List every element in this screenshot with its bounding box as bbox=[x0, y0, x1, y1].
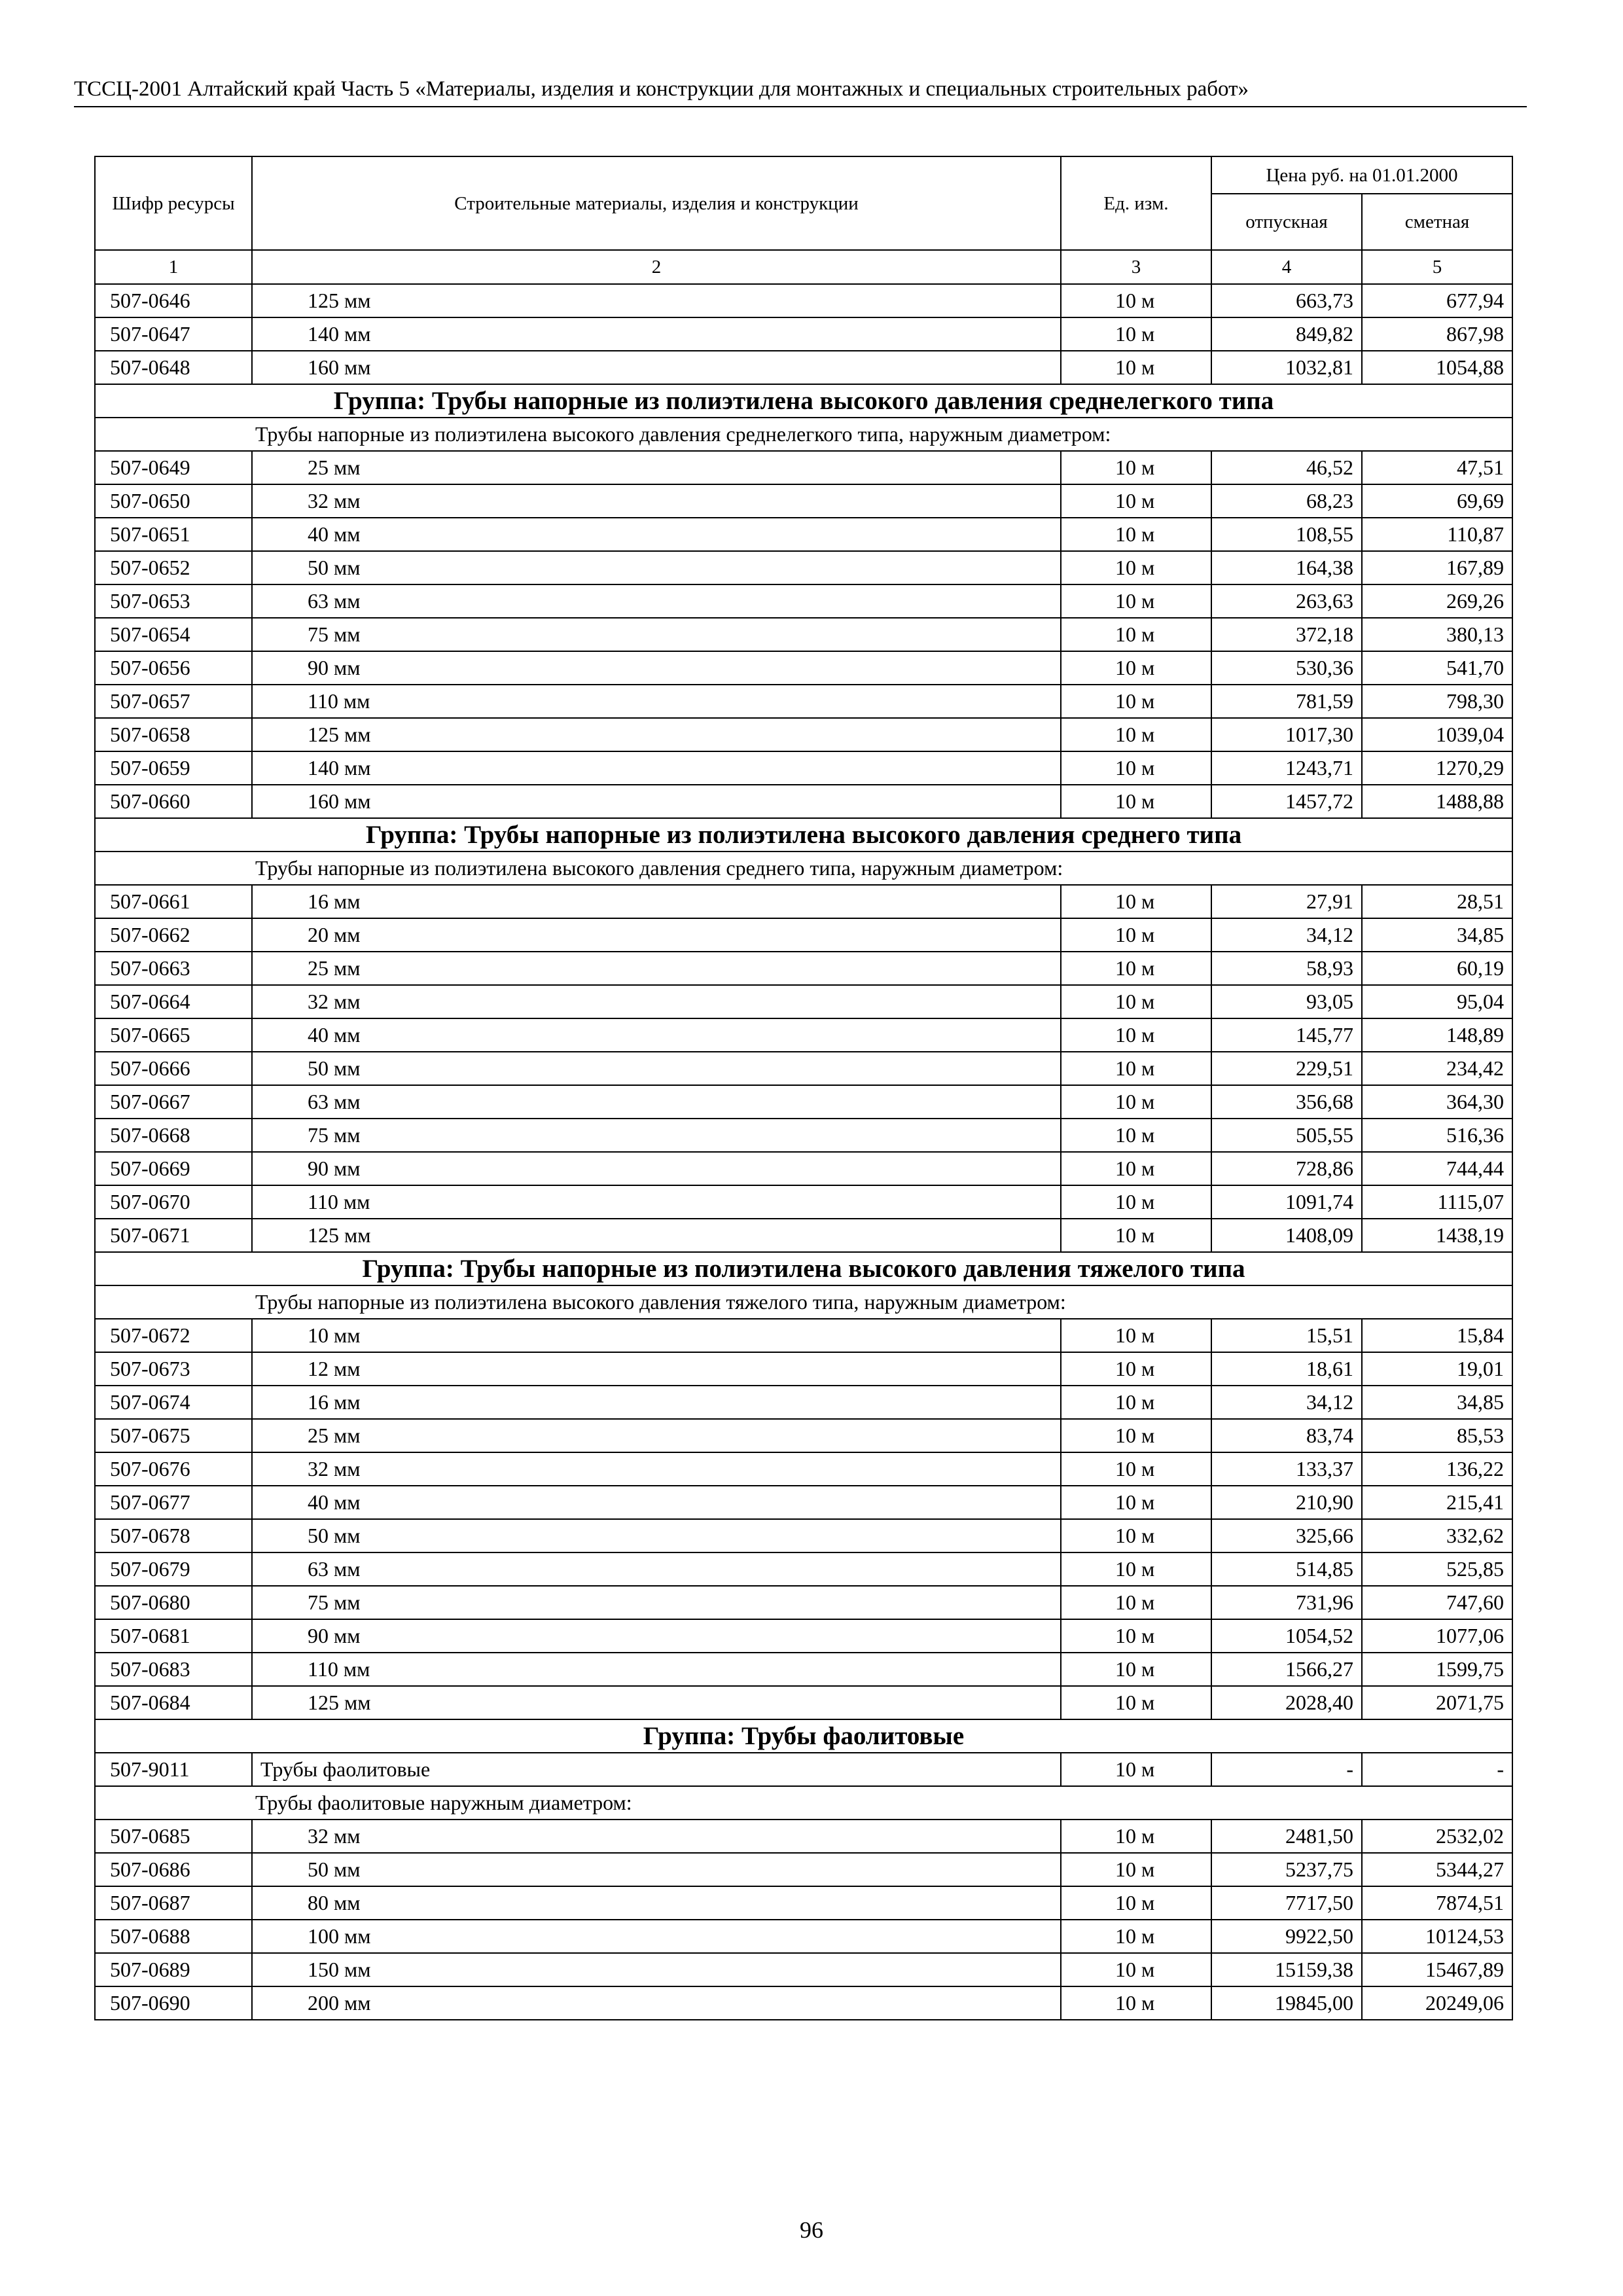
material-name: 125 мм bbox=[252, 284, 1061, 317]
material-name: 160 мм bbox=[252, 351, 1061, 384]
resource-code: 507-0685 bbox=[95, 1820, 252, 1853]
estimate-price: 15467,89 bbox=[1362, 1953, 1512, 1986]
material-name: 75 мм bbox=[252, 1586, 1061, 1619]
col-name-header: Строительные материалы, изделия и конструкции bbox=[252, 156, 1061, 250]
release-price: 1457,72 bbox=[1211, 785, 1362, 818]
material-name: 10 мм bbox=[252, 1319, 1061, 1352]
estimate-price: 136,22 bbox=[1362, 1452, 1512, 1486]
estimate-price: 516,36 bbox=[1362, 1119, 1512, 1152]
estimate-price: 1488,88 bbox=[1362, 785, 1512, 818]
resource-code: 507-0676 bbox=[95, 1452, 252, 1486]
unit: 10 м bbox=[1061, 651, 1211, 685]
table-row bbox=[95, 1552, 1512, 1586]
resource-code: 507-0654 bbox=[95, 618, 252, 651]
table-row bbox=[95, 551, 1512, 584]
table-body bbox=[95, 284, 1512, 2020]
release-price: 731,96 bbox=[1211, 1586, 1362, 1619]
table-row bbox=[95, 685, 1512, 718]
resource-code: 507-0668 bbox=[95, 1119, 252, 1152]
estimate-price: 1054,88 bbox=[1362, 351, 1512, 384]
unit: 10 м bbox=[1061, 751, 1211, 785]
unit: 10 м bbox=[1061, 317, 1211, 351]
release-price: 229,51 bbox=[1211, 1052, 1362, 1085]
estimate-price: 1438,19 bbox=[1362, 1219, 1512, 1252]
resource-code: 507-0669 bbox=[95, 1152, 252, 1185]
material-name: 75 мм bbox=[252, 618, 1061, 651]
resource-code: 507-0674 bbox=[95, 1386, 252, 1419]
release-price: 9922,50 bbox=[1211, 1920, 1362, 1953]
resource-code: 507-0672 bbox=[95, 1319, 252, 1352]
table-row bbox=[95, 1986, 1512, 2020]
resource-code: 507-0663 bbox=[95, 952, 252, 985]
resource-code: 507-0671 bbox=[95, 1219, 252, 1252]
resource-code: 507-0690 bbox=[95, 1986, 252, 2020]
page-header: ТССЦ-2001 Алтайский край Часть 5 «Материалы, изделия и конструкции для монтажных и специальных строительных работ» bbox=[74, 77, 1249, 101]
release-price: 1566,27 bbox=[1211, 1653, 1362, 1686]
release-price: 728,86 bbox=[1211, 1152, 1362, 1185]
release-price: 27,91 bbox=[1211, 885, 1362, 918]
table-row bbox=[95, 1419, 1512, 1452]
unit: 10 м bbox=[1061, 584, 1211, 618]
unit: 10 м bbox=[1061, 518, 1211, 551]
material-name: 125 мм bbox=[252, 1686, 1061, 1719]
resource-code: 507-9011 bbox=[95, 1753, 252, 1786]
group-heading-row bbox=[95, 1719, 1512, 1753]
estimate-price: 525,85 bbox=[1362, 1552, 1512, 1586]
estimate-price: 1599,75 bbox=[1362, 1653, 1512, 1686]
release-price: 7717,50 bbox=[1211, 1886, 1362, 1920]
resource-code: 507-0666 bbox=[95, 1052, 252, 1085]
unit: 10 м bbox=[1061, 1219, 1211, 1252]
material-name: 80 мм bbox=[252, 1886, 1061, 1920]
unit: 10 м bbox=[1061, 1986, 1211, 2020]
resource-code: 507-0683 bbox=[95, 1653, 252, 1686]
resource-code: 507-0650 bbox=[95, 484, 252, 518]
unit: 10 м bbox=[1061, 618, 1211, 651]
unit: 10 м bbox=[1061, 1085, 1211, 1119]
material-name: 200 мм bbox=[252, 1986, 1061, 2020]
unit: 10 м bbox=[1061, 918, 1211, 952]
estimate-price: 5344,27 bbox=[1362, 1853, 1512, 1886]
unit: 10 м bbox=[1061, 484, 1211, 518]
resource-code: 507-0658 bbox=[95, 718, 252, 751]
table-row bbox=[95, 451, 1512, 484]
material-name: 32 мм bbox=[252, 484, 1061, 518]
table-row bbox=[95, 751, 1512, 785]
resource-code: 507-0652 bbox=[95, 551, 252, 584]
estimate-price: 148,89 bbox=[1362, 1018, 1512, 1052]
table-row bbox=[95, 1519, 1512, 1552]
unit: 10 м bbox=[1061, 551, 1211, 584]
material-name: 90 мм bbox=[252, 1152, 1061, 1185]
col-number: 3 bbox=[1061, 250, 1211, 284]
material-name: 25 мм bbox=[252, 1419, 1061, 1452]
table-row bbox=[95, 618, 1512, 651]
resource-code: 507-0677 bbox=[95, 1486, 252, 1519]
table-row bbox=[95, 1486, 1512, 1519]
subgroup-heading-row bbox=[95, 1285, 1512, 1319]
material-name: 140 мм bbox=[252, 751, 1061, 785]
material-name: 125 мм bbox=[252, 718, 1061, 751]
resource-code: 507-0673 bbox=[95, 1352, 252, 1386]
release-price: 164,38 bbox=[1211, 551, 1362, 584]
table-row bbox=[95, 985, 1512, 1018]
estimate-price: 215,41 bbox=[1362, 1486, 1512, 1519]
unit: 10 м bbox=[1061, 1052, 1211, 1085]
col-number: 2 bbox=[252, 250, 1061, 284]
resource-code: 507-0648 bbox=[95, 351, 252, 384]
group-heading-row bbox=[95, 1252, 1512, 1285]
material-name: 50 мм bbox=[252, 1519, 1061, 1552]
table-row bbox=[95, 651, 1512, 685]
release-price: 530,36 bbox=[1211, 651, 1362, 685]
unit: 10 м bbox=[1061, 1920, 1211, 1953]
release-price: 15159,38 bbox=[1211, 1953, 1362, 1986]
unit: 10 м bbox=[1061, 785, 1211, 818]
estimate-price: 2532,02 bbox=[1362, 1820, 1512, 1853]
subgroup-heading-row bbox=[95, 1786, 1512, 1820]
unit: 10 м bbox=[1061, 451, 1211, 484]
material-name: 50 мм bbox=[252, 1052, 1061, 1085]
unit: 10 м bbox=[1061, 885, 1211, 918]
material-name: 110 мм bbox=[252, 1653, 1061, 1686]
subgroup-heading: Трубы напорные из полиэтилена высокого давления среднего типа, наружным диаметром: bbox=[95, 852, 1512, 885]
resource-code: 507-0688 bbox=[95, 1920, 252, 1953]
table-row bbox=[95, 918, 1512, 952]
resource-code: 507-0657 bbox=[95, 685, 252, 718]
table-row bbox=[95, 317, 1512, 351]
table-row bbox=[95, 952, 1512, 985]
release-price: 849,82 bbox=[1211, 317, 1362, 351]
table-row bbox=[95, 1085, 1512, 1119]
estimate-price: 867,98 bbox=[1362, 317, 1512, 351]
unit: 10 м bbox=[1061, 1519, 1211, 1552]
col-number: 1 bbox=[95, 250, 252, 284]
material-name: 50 мм bbox=[252, 1853, 1061, 1886]
unit: 10 м bbox=[1061, 718, 1211, 751]
material-name: Трубы фаолитовые bbox=[252, 1753, 1061, 1786]
unit: 10 м bbox=[1061, 284, 1211, 317]
group-heading-row bbox=[95, 384, 1512, 418]
page-number: 96 bbox=[800, 2217, 823, 2243]
material-name: 90 мм bbox=[252, 651, 1061, 685]
release-price: 1091,74 bbox=[1211, 1185, 1362, 1219]
unit: 10 м bbox=[1061, 1820, 1211, 1853]
table-row bbox=[95, 351, 1512, 384]
unit: 10 м bbox=[1061, 1386, 1211, 1419]
unit: 10 м bbox=[1061, 1018, 1211, 1052]
resource-code: 507-0647 bbox=[95, 317, 252, 351]
unit: 10 м bbox=[1061, 952, 1211, 985]
unit: 10 м bbox=[1061, 1853, 1211, 1886]
estimate-price: 34,85 bbox=[1362, 1386, 1512, 1419]
release-price: 133,37 bbox=[1211, 1452, 1362, 1486]
material-name: 20 мм bbox=[252, 918, 1061, 952]
resource-code: 507-0678 bbox=[95, 1519, 252, 1552]
col-release-header: отпускная bbox=[1211, 194, 1362, 250]
estimate-price: 85,53 bbox=[1362, 1419, 1512, 1452]
resource-code: 507-0660 bbox=[95, 785, 252, 818]
material-name: 32 мм bbox=[252, 1452, 1061, 1486]
material-name: 40 мм bbox=[252, 518, 1061, 551]
group-heading: Группа: Трубы напорные из полиэтилена высокого давления среднего типа bbox=[95, 818, 1512, 852]
subgroup-heading: Трубы напорные из полиэтилена высокого давления среднелегкого типа, наружным диаметром: bbox=[95, 418, 1512, 451]
estimate-price: - bbox=[1362, 1753, 1512, 1786]
subgroup-heading-row bbox=[95, 418, 1512, 451]
release-price: 18,61 bbox=[1211, 1352, 1362, 1386]
unit: 10 м bbox=[1061, 1552, 1211, 1586]
table-row bbox=[95, 1586, 1512, 1619]
release-price: 58,93 bbox=[1211, 952, 1362, 985]
resource-code: 507-0689 bbox=[95, 1953, 252, 1986]
material-name: 150 мм bbox=[252, 1953, 1061, 1986]
table-row bbox=[95, 1018, 1512, 1052]
estimate-price: 747,60 bbox=[1362, 1586, 1512, 1619]
unit: 10 м bbox=[1061, 1419, 1211, 1452]
subgroup-heading: Трубы фаолитовые наружным диаметром: bbox=[95, 1786, 1512, 1820]
group-heading: Группа: Трубы фаолитовые bbox=[95, 1719, 1512, 1753]
resource-code: 507-0649 bbox=[95, 451, 252, 484]
group-heading-row bbox=[95, 818, 1512, 852]
material-name: 63 мм bbox=[252, 584, 1061, 618]
table-row bbox=[95, 1953, 1512, 1986]
subgroup-heading-row bbox=[95, 852, 1512, 885]
release-price: 83,74 bbox=[1211, 1419, 1362, 1452]
estimate-price: 364,30 bbox=[1362, 1085, 1512, 1119]
table-row bbox=[95, 1886, 1512, 1920]
material-name: 32 мм bbox=[252, 985, 1061, 1018]
estimate-price: 167,89 bbox=[1362, 551, 1512, 584]
resource-code: 507-0651 bbox=[95, 518, 252, 551]
unit: 10 м bbox=[1061, 1452, 1211, 1486]
resource-code: 507-0679 bbox=[95, 1552, 252, 1586]
unit: 10 м bbox=[1061, 685, 1211, 718]
col-unit-header: Ед. изм. bbox=[1061, 156, 1211, 250]
unit: 10 м bbox=[1061, 1352, 1211, 1386]
release-price: 93,05 bbox=[1211, 985, 1362, 1018]
table-row bbox=[95, 1619, 1512, 1653]
table-row bbox=[95, 1452, 1512, 1486]
table-row bbox=[95, 785, 1512, 818]
estimate-price: 1077,06 bbox=[1362, 1619, 1512, 1653]
estimate-price: 234,42 bbox=[1362, 1052, 1512, 1085]
table-row bbox=[95, 484, 1512, 518]
estimate-price: 34,85 bbox=[1362, 918, 1512, 952]
release-price: 46,52 bbox=[1211, 451, 1362, 484]
table-row bbox=[95, 1920, 1512, 1953]
estimate-price: 15,84 bbox=[1362, 1319, 1512, 1352]
unit: 10 м bbox=[1061, 1753, 1211, 1786]
resource-code: 507-0667 bbox=[95, 1085, 252, 1119]
unit: 10 м bbox=[1061, 985, 1211, 1018]
table-row bbox=[95, 1219, 1512, 1252]
unit: 10 м bbox=[1061, 351, 1211, 384]
unit: 10 м bbox=[1061, 1319, 1211, 1352]
estimate-price: 2071,75 bbox=[1362, 1686, 1512, 1719]
material-name: 140 мм bbox=[252, 317, 1061, 351]
estimate-price: 10124,53 bbox=[1362, 1920, 1512, 1953]
table-row bbox=[95, 1820, 1512, 1853]
release-price: 2481,50 bbox=[1211, 1820, 1362, 1853]
material-name: 25 мм bbox=[252, 451, 1061, 484]
release-price: 514,85 bbox=[1211, 1552, 1362, 1586]
material-name: 75 мм bbox=[252, 1119, 1061, 1152]
material-name: 50 мм bbox=[252, 551, 1061, 584]
estimate-price: 110,87 bbox=[1362, 518, 1512, 551]
estimate-price: 798,30 bbox=[1362, 685, 1512, 718]
release-price: 210,90 bbox=[1211, 1486, 1362, 1519]
release-price: 263,63 bbox=[1211, 584, 1362, 618]
release-price: 15,51 bbox=[1211, 1319, 1362, 1352]
resource-code: 507-0680 bbox=[95, 1586, 252, 1619]
table-row bbox=[95, 1185, 1512, 1219]
release-price: 145,77 bbox=[1211, 1018, 1362, 1052]
resource-code: 507-0681 bbox=[95, 1619, 252, 1653]
material-name: 63 мм bbox=[252, 1085, 1061, 1119]
unit: 10 м bbox=[1061, 1886, 1211, 1920]
release-price: 505,55 bbox=[1211, 1119, 1362, 1152]
col-number: 5 bbox=[1362, 250, 1512, 284]
table-row bbox=[95, 1152, 1512, 1185]
unit: 10 м bbox=[1061, 1653, 1211, 1686]
estimate-price: 1270,29 bbox=[1362, 751, 1512, 785]
release-price: 1017,30 bbox=[1211, 718, 1362, 751]
release-price: 1243,71 bbox=[1211, 751, 1362, 785]
estimate-price: 744,44 bbox=[1362, 1152, 1512, 1185]
material-name: 12 мм bbox=[252, 1352, 1061, 1386]
release-price: 325,66 bbox=[1211, 1519, 1362, 1552]
estimate-price: 332,62 bbox=[1362, 1519, 1512, 1552]
material-name: 90 мм bbox=[252, 1619, 1061, 1653]
table-row bbox=[95, 1052, 1512, 1085]
material-name: 40 мм bbox=[252, 1018, 1061, 1052]
material-name: 16 мм bbox=[252, 1386, 1061, 1419]
release-price: - bbox=[1211, 1753, 1362, 1786]
unit: 10 м bbox=[1061, 1619, 1211, 1653]
release-price: 781,59 bbox=[1211, 685, 1362, 718]
col-price-header: Цена руб. на 01.01.2000 bbox=[1211, 156, 1512, 194]
unit: 10 м bbox=[1061, 1152, 1211, 1185]
resource-code: 507-0675 bbox=[95, 1419, 252, 1452]
estimate-price: 269,26 bbox=[1362, 584, 1512, 618]
release-price: 1032,81 bbox=[1211, 351, 1362, 384]
estimate-price: 380,13 bbox=[1362, 618, 1512, 651]
estimate-price: 47,51 bbox=[1362, 451, 1512, 484]
estimate-price: 69,69 bbox=[1362, 484, 1512, 518]
release-price: 2028,40 bbox=[1211, 1686, 1362, 1719]
resource-code: 507-0662 bbox=[95, 918, 252, 952]
estimate-price: 20249,06 bbox=[1362, 1986, 1512, 2020]
unit: 10 м bbox=[1061, 1953, 1211, 1986]
col-code-header: Шифр ресурсы bbox=[95, 156, 252, 250]
group-heading: Группа: Трубы напорные из полиэтилена высокого давления среднелегкого типа bbox=[95, 384, 1512, 418]
material-name: 16 мм bbox=[252, 885, 1061, 918]
release-price: 19845,00 bbox=[1211, 1986, 1362, 2020]
unit: 10 м bbox=[1061, 1119, 1211, 1152]
material-name: 32 мм bbox=[252, 1820, 1061, 1853]
table-row bbox=[95, 1352, 1512, 1386]
table-row bbox=[95, 584, 1512, 618]
material-name: 40 мм bbox=[252, 1486, 1061, 1519]
material-name: 110 мм bbox=[252, 685, 1061, 718]
table-row bbox=[95, 1119, 1512, 1152]
col-number: 4 bbox=[1211, 250, 1362, 284]
group-heading: Группа: Трубы напорные из полиэтилена высокого давления тяжелого типа bbox=[95, 1252, 1512, 1285]
price-table bbox=[94, 156, 1513, 2020]
release-price: 108,55 bbox=[1211, 518, 1362, 551]
subgroup-heading: Трубы напорные из полиэтилена высокого давления тяжелого типа, наружным диаметром: bbox=[95, 1285, 1512, 1319]
release-price: 1054,52 bbox=[1211, 1619, 1362, 1653]
resource-code: 507-0687 bbox=[95, 1886, 252, 1920]
material-name: 160 мм bbox=[252, 785, 1061, 818]
resource-code: 507-0659 bbox=[95, 751, 252, 785]
table-row bbox=[95, 1686, 1512, 1719]
estimate-price: 60,19 bbox=[1362, 952, 1512, 985]
material-name: 63 мм bbox=[252, 1552, 1061, 1586]
col-estimate-header: сметная bbox=[1362, 194, 1512, 250]
estimate-price: 1039,04 bbox=[1362, 718, 1512, 751]
release-price: 663,73 bbox=[1211, 284, 1362, 317]
release-price: 356,68 bbox=[1211, 1085, 1362, 1119]
table-row bbox=[95, 518, 1512, 551]
release-price: 68,23 bbox=[1211, 484, 1362, 518]
material-name: 125 мм bbox=[252, 1219, 1061, 1252]
resource-code: 507-0686 bbox=[95, 1853, 252, 1886]
material-name: 25 мм bbox=[252, 952, 1061, 985]
table-row bbox=[95, 718, 1512, 751]
unit: 10 м bbox=[1061, 1486, 1211, 1519]
table-row bbox=[95, 1386, 1512, 1419]
estimate-price: 541,70 bbox=[1362, 651, 1512, 685]
table-row bbox=[95, 1319, 1512, 1352]
release-price: 1408,09 bbox=[1211, 1219, 1362, 1252]
estimate-price: 95,04 bbox=[1362, 985, 1512, 1018]
resource-code: 507-0670 bbox=[95, 1185, 252, 1219]
header-rule bbox=[74, 106, 1527, 107]
resource-code: 507-0656 bbox=[95, 651, 252, 685]
unit: 10 м bbox=[1061, 1185, 1211, 1219]
estimate-price: 677,94 bbox=[1362, 284, 1512, 317]
unit: 10 м bbox=[1061, 1586, 1211, 1619]
table-row bbox=[95, 1853, 1512, 1886]
table-row bbox=[95, 1653, 1512, 1686]
estimate-price: 19,01 bbox=[1362, 1352, 1512, 1386]
material-name: 110 мм bbox=[252, 1185, 1061, 1219]
resource-code: 507-0646 bbox=[95, 284, 252, 317]
release-price: 5237,75 bbox=[1211, 1853, 1362, 1886]
table-row bbox=[95, 1753, 1512, 1786]
resource-code: 507-0665 bbox=[95, 1018, 252, 1052]
estimate-price: 28,51 bbox=[1362, 885, 1512, 918]
resource-code: 507-0664 bbox=[95, 985, 252, 1018]
estimate-price: 7874,51 bbox=[1362, 1886, 1512, 1920]
table-row bbox=[95, 284, 1512, 317]
unit: 10 м bbox=[1061, 1686, 1211, 1719]
resource-code: 507-0653 bbox=[95, 584, 252, 618]
estimate-price: 1115,07 bbox=[1362, 1185, 1512, 1219]
material-name: 100 мм bbox=[252, 1920, 1061, 1953]
release-price: 372,18 bbox=[1211, 618, 1362, 651]
release-price: 34,12 bbox=[1211, 1386, 1362, 1419]
resource-code: 507-0684 bbox=[95, 1686, 252, 1719]
resource-code: 507-0661 bbox=[95, 885, 252, 918]
table-row bbox=[95, 885, 1512, 918]
release-price: 34,12 bbox=[1211, 918, 1362, 952]
